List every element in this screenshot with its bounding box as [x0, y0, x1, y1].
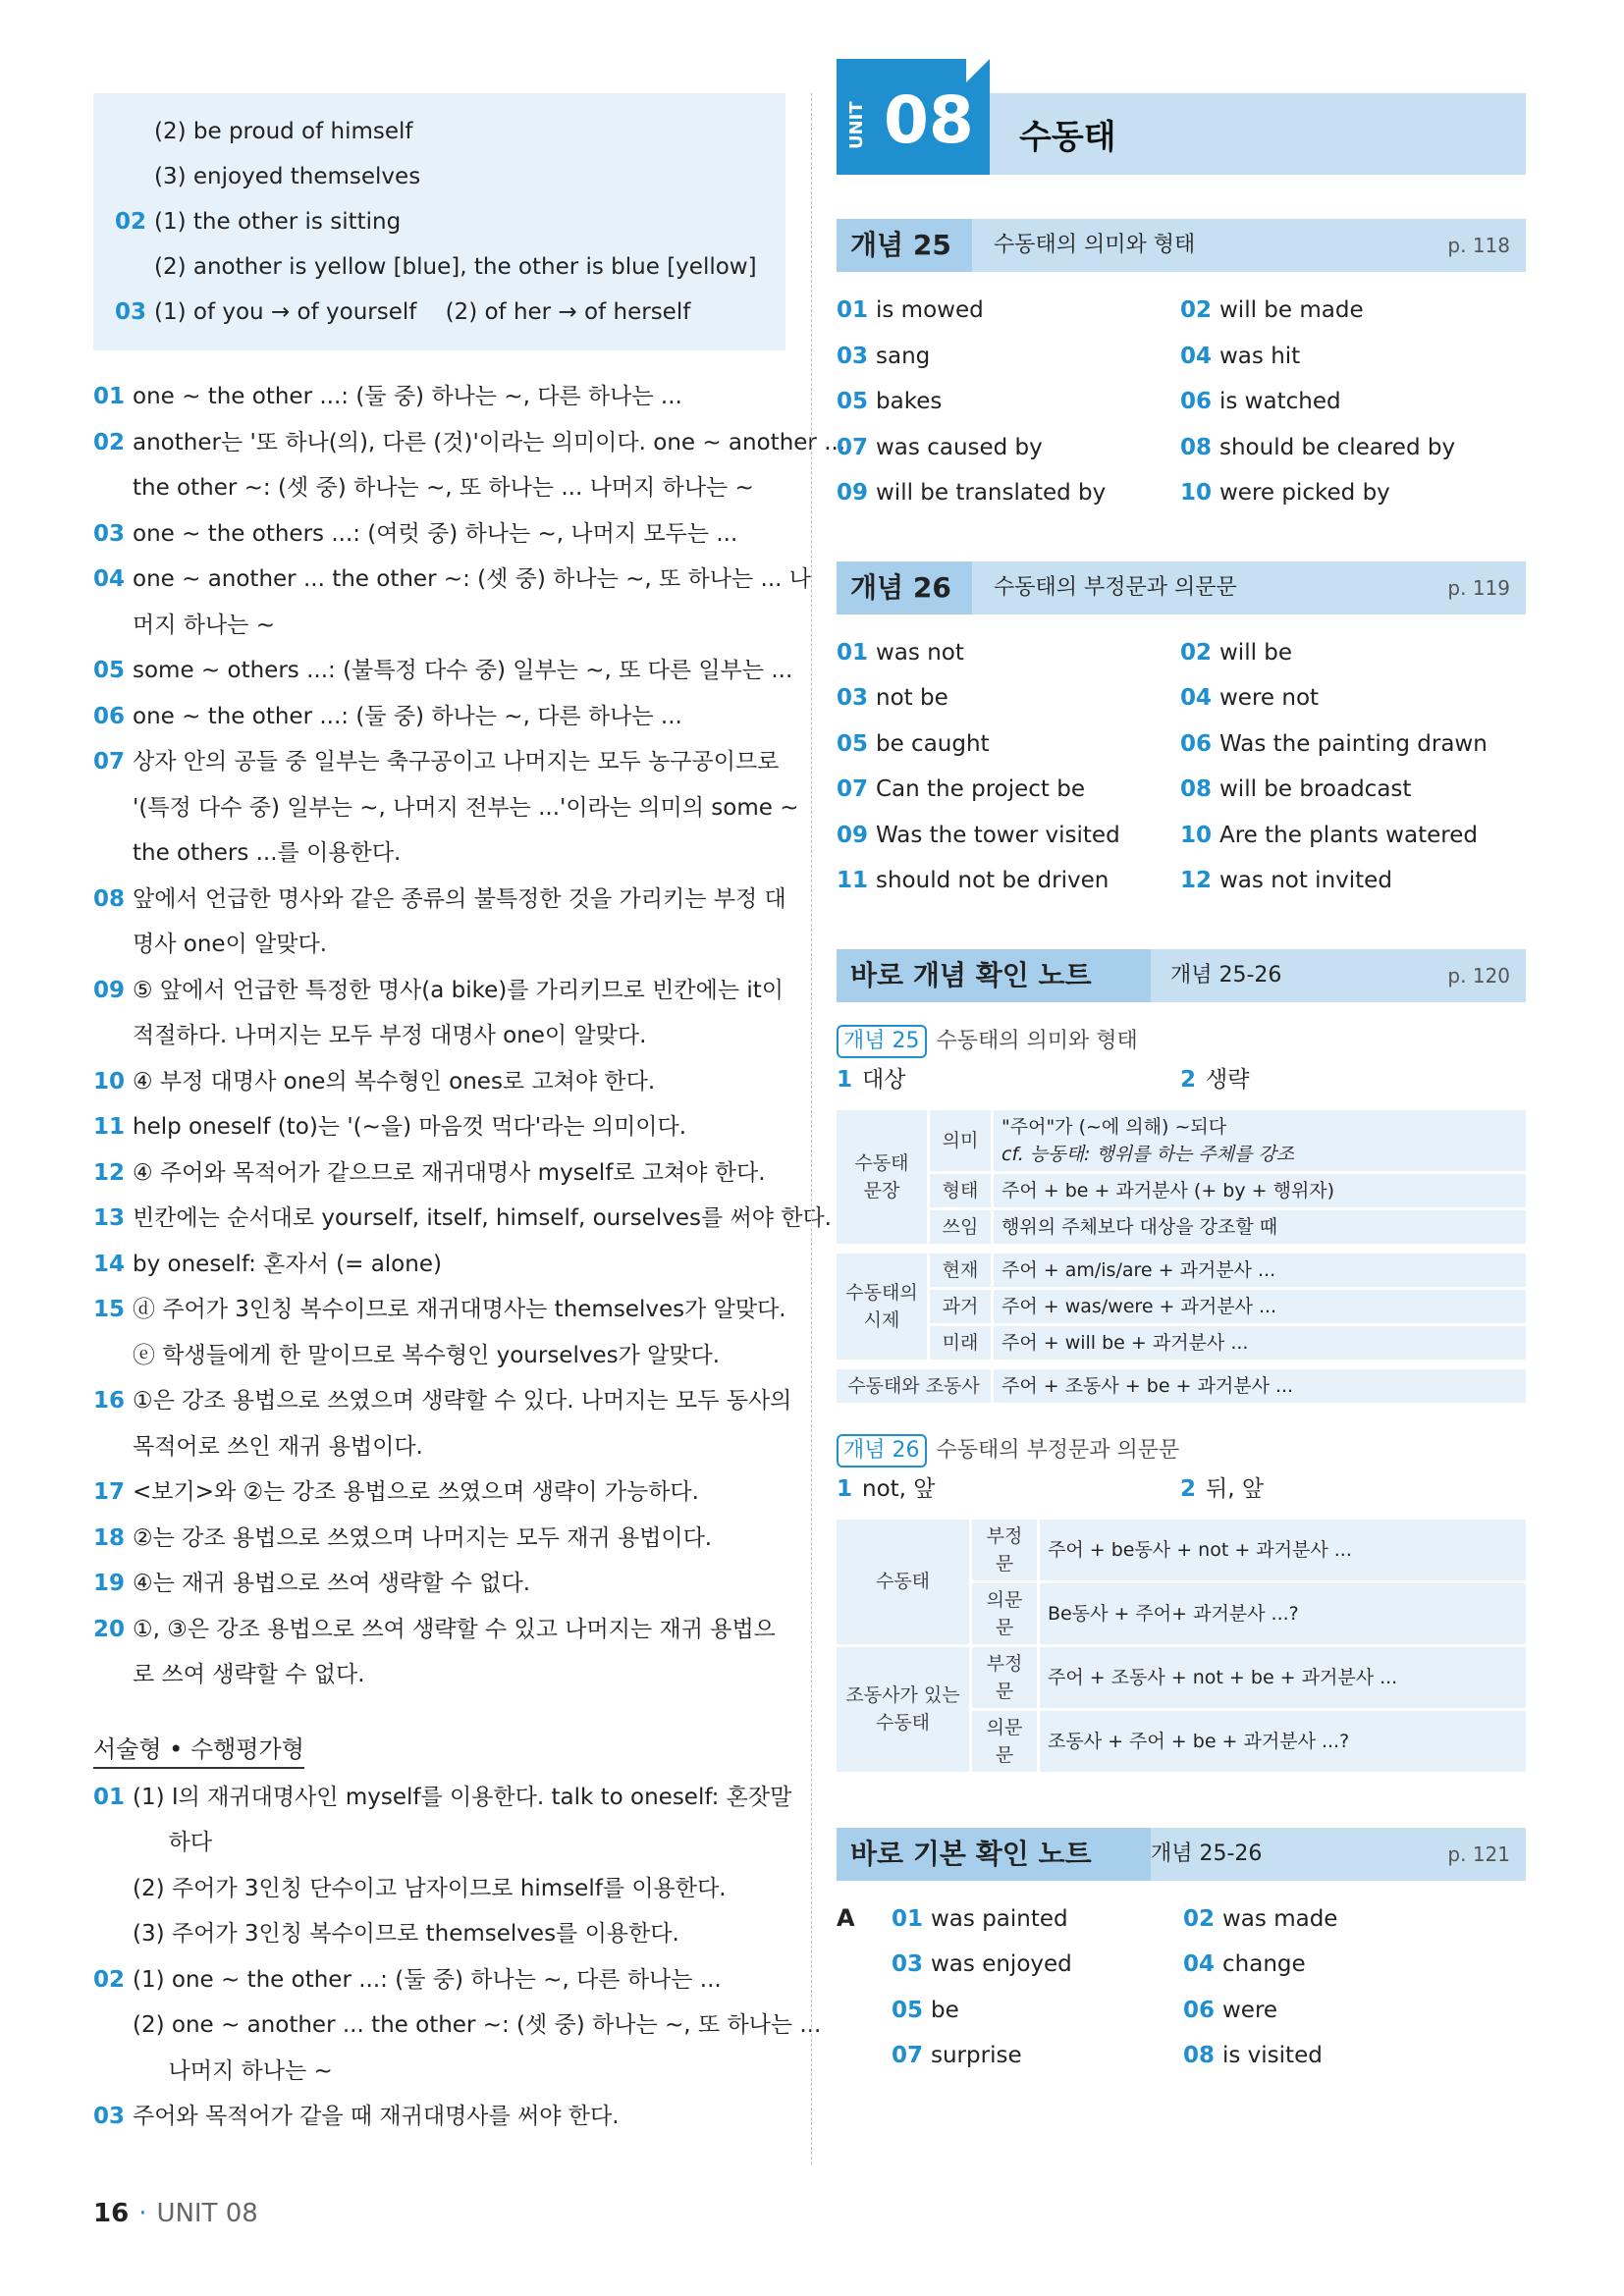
item-number: 2	[1180, 1066, 1197, 1093]
table-row-label: 의미	[930, 1110, 991, 1171]
unit-number: 08	[884, 82, 974, 158]
answer-text: 생략	[1206, 1066, 1250, 1093]
table-group-label: 조동사가 있는 수동태	[837, 1647, 969, 1772]
answer-text: will be made	[1219, 297, 1364, 323]
concept-subtitle: 수동태의 부정문과 의문문	[994, 574, 1237, 600]
item-number: 06	[93, 703, 126, 729]
item-number: 14	[93, 1251, 126, 1277]
previous-answers-box	[93, 93, 785, 350]
page-reference: p. 121	[1447, 1842, 1510, 1866]
item-number: 04	[93, 566, 126, 592]
item-number: 16	[93, 1388, 126, 1414]
column-divider	[811, 93, 812, 2164]
table-row-label: 쓰임	[930, 1210, 991, 1244]
answer-text: was made	[1222, 1905, 1338, 1932]
answer-item	[1180, 288, 1526, 334]
item-number: 01	[837, 297, 869, 323]
left-column	[93, 93, 846, 2140]
table-row-label: 과거	[930, 1290, 991, 1323]
item-number: 08	[1183, 2043, 1216, 2068]
table-row-label: 형태	[930, 1174, 991, 1207]
answer-text: is visited	[1222, 2043, 1323, 2068]
item-number: 09	[93, 977, 126, 1003]
answer-text: change	[1222, 1951, 1306, 1977]
explanation-line: one ~ the other ...: (둘 중) 하나는 ~, 다른 하나는 ...	[133, 703, 682, 729]
item-number: 03	[837, 685, 869, 711]
item-number: 02	[1183, 1905, 1216, 1932]
answer-item	[837, 630, 1180, 676]
explanation-line: ①은 강조 용법으로 쓰였으며 생략할 수 있다. 나머지는 모두 동사의	[133, 1388, 792, 1414]
answer-text: should be cleared by	[1219, 434, 1456, 460]
explanation-line: one ~ another ... the other ~: (셋 중) 하나는 ~, 또 하나는 ... 나	[133, 566, 811, 592]
answer-text: surprise	[931, 2043, 1022, 2068]
concept-label: 바로 기본 확인 노트	[837, 1828, 1151, 1881]
note-answer	[837, 1468, 1180, 1511]
basic-note-header	[837, 1828, 1526, 1881]
table-row-label: 미래	[930, 1326, 991, 1360]
answer-text: will be translated by	[876, 480, 1107, 506]
page-reference: p. 120	[1447, 963, 1510, 988]
section-title: 서술형 • 수행평가형	[93, 1732, 304, 1769]
explanation-item	[93, 1378, 792, 1469]
concept-label: 개념 26	[837, 561, 972, 614]
concept-26-answers	[837, 630, 1526, 904]
explanation-item	[93, 420, 846, 511]
answer-item	[1180, 767, 1526, 813]
explanation-item	[93, 2094, 785, 2140]
explanation-line: ⓔ 학생들에게 한 말이므로 복수형인 yourselves가 알맞다.	[133, 1342, 721, 1368]
item-number: 09	[837, 822, 869, 848]
answer-text: be caught	[876, 730, 990, 757]
explanation-line: 빈칸에는 순서대로 yourself, itself, himself, ourselves를 써야 한다.	[133, 1205, 832, 1231]
answer-item	[1183, 1988, 1526, 2034]
item-number: 18	[93, 1524, 126, 1551]
answer-item	[837, 470, 1180, 516]
answer-item	[1180, 379, 1526, 425]
explanation-line: 상자 안의 공들 중 일부는 축구공이고 나머지는 모두 농구공이므로	[133, 749, 780, 774]
table-cell: 주어 + will be + 과거분사 ...	[994, 1326, 1526, 1360]
basic-note-answers	[837, 1896, 1526, 2079]
answer-text: Was the painting drawn	[1219, 730, 1488, 757]
explanation-line: some ~ others ...: (불특정 다수 중) 일부는 ~, 또 다른 일부는 ...	[133, 658, 793, 683]
item-number: 10	[93, 1068, 126, 1095]
answer-text: 뒤, 앞	[1206, 1475, 1265, 1502]
table-cell	[994, 1110, 1526, 1171]
explanation-line: 로 쓰여 생략할 수 없다.	[133, 1662, 365, 1687]
item-number: 06	[1180, 730, 1213, 757]
explanation-line: (1) I의 재귀대명사인 myself를 이용한다. talk to oneself: 혼잣말	[133, 1784, 792, 1810]
item-number: 12	[1180, 868, 1213, 893]
table-row-label: 부정문	[972, 1647, 1037, 1708]
footer-separator: ·	[138, 2199, 147, 2228]
item-number: 02	[93, 429, 126, 455]
explanation-line: <보기>와 ②는 강조 용법으로 쓰였으며 생략이 가능하다.	[133, 1479, 699, 1505]
answer-item	[837, 288, 1180, 334]
passive-negative-question-table	[834, 1517, 1529, 1775]
answer-item	[837, 334, 1180, 380]
concept-subtitle: 수동태의 의미와 형태	[994, 233, 1196, 257]
item-number: 04	[1183, 1951, 1216, 1977]
item-number: 19	[93, 1571, 126, 1596]
note-25-answers	[837, 1058, 1526, 1101]
explanation-item	[93, 1607, 785, 1698]
section-letter: A	[837, 1903, 855, 1932]
explanation-line: (2) 주어가 3인칭 단수이고 남자이므로 himself를 이용한다.	[133, 1875, 727, 1901]
explanation-item	[93, 1059, 785, 1105]
explanation-line: one ~ the other ...: (둘 중) 하나는 ~, 다른 하나는 ...	[133, 384, 682, 409]
answer-text: is mowed	[876, 297, 984, 323]
answer-item	[837, 858, 1180, 904]
answer-item	[1180, 425, 1526, 471]
explanation-line: 목적어로 쓰인 재귀 용법이다.	[133, 1433, 423, 1460]
item-number: 2	[1180, 1475, 1197, 1502]
answer-text: was enjoyed	[931, 1951, 1072, 1977]
answer-text: was caused by	[876, 434, 1043, 460]
explanation-line: ④ 주어와 목적어가 같으므로 재귀대명사 myself로 고쳐야 한다.	[133, 1159, 766, 1186]
table-cell: 주어 + 조동사 + be + 과거분사 ...	[994, 1369, 1526, 1403]
item-number: 17	[93, 1479, 126, 1505]
explanation-line: ①, ③은 강조 용법으로 쓰여 생략할 수 있고 나머지는 재귀 용법으	[133, 1616, 776, 1642]
answer-item	[892, 1988, 1183, 2034]
item-number: 15	[93, 1297, 126, 1322]
explanation-item	[93, 877, 785, 968]
explanation-line: (1) one ~ the other ...: (둘 중) 하나는 ~, 다른 하나는 ...	[133, 1966, 722, 1993]
explanation-item	[93, 968, 785, 1059]
answer-text: will be	[1219, 639, 1293, 666]
item-number: 05	[837, 730, 869, 757]
answer-text: Can the project be	[876, 776, 1085, 802]
item-number: 08	[1180, 434, 1213, 460]
item-number: 01	[892, 1905, 924, 1932]
item-number: 03	[892, 1951, 924, 1977]
concept-25-answers	[837, 288, 1526, 516]
explanation-item	[93, 694, 785, 740]
explanation-line: the others ...를 이용한다.	[133, 840, 402, 866]
page-footer	[93, 2199, 258, 2228]
answer-text: not, 앞	[862, 1475, 936, 1502]
unit-header	[837, 59, 1526, 175]
answer-text: sang	[876, 343, 931, 369]
answer-item	[1183, 1896, 1526, 1943]
answer-item	[837, 813, 1180, 859]
table-cell: 주어 + be동사 + not + 과거분사 ...	[1040, 1520, 1526, 1580]
item-number: 13	[93, 1205, 126, 1231]
answer-text: will be broadcast	[1219, 776, 1412, 802]
note-answer	[1180, 1058, 1526, 1101]
explanation-item	[93, 739, 799, 877]
item-number: 04	[1180, 343, 1213, 369]
item-number: 03	[837, 343, 869, 369]
answer-item	[892, 1942, 1183, 1988]
explanation-item	[93, 557, 811, 648]
explanation-list	[93, 374, 846, 1698]
explanation-item	[93, 1957, 822, 2095]
answer-text: were not	[1219, 685, 1320, 711]
table-cell: 주어 + 조동사 + not + be + 과거분사 ...	[1040, 1647, 1526, 1708]
answer-text: was painted	[931, 1905, 1068, 1932]
explanation-item	[93, 1104, 785, 1150]
table-row-label: 현재	[930, 1254, 991, 1287]
unit-tab-fold	[966, 59, 990, 82]
table-cell: 행위의 주체보다 대상을 강조할 때	[994, 1210, 1526, 1244]
explanation-item	[93, 1775, 792, 1957]
explanation-line: the other ~: (셋 중) 하나는 ~, 또 하나는 ... 나머지 하나는 ~	[133, 475, 754, 501]
table-group-label: 수동태 문장	[837, 1110, 927, 1244]
explanation-line: 앞에서 언급한 명사와 같은 종류의 불특정한 것을 가리키는 부정 대	[133, 885, 786, 912]
answer-item	[837, 425, 1180, 471]
table-row-label: 의문문	[972, 1711, 1037, 1772]
answer-text: bakes	[876, 389, 943, 414]
explanation-line: ⑤ 앞에서 언급한 특정한 명사(a bike)를 가리키므로 빈칸에는 it이	[133, 977, 784, 1003]
item-number: 07	[93, 749, 126, 774]
table-cell-line: cf. 능동태: 행위를 하는 주체를 강조	[1001, 1143, 1295, 1165]
answer-text: was not	[876, 639, 964, 666]
prev-line	[115, 290, 785, 335]
item-number: 05	[93, 658, 126, 683]
explanation-line: one ~ the others ...: (여럿 중) 하나는 ~, 나머지 모두는 ...	[133, 520, 738, 547]
item-number: 20	[93, 1616, 126, 1642]
explanation-line: 나머지 하나는 ~	[133, 2057, 333, 2084]
answer-item	[837, 767, 1180, 813]
concept-subtitle: 개념 25-26	[1170, 962, 1282, 988]
explanation-line: ④ 부정 대명사 one의 복수형인 ones로 고쳐야 한다.	[133, 1068, 656, 1095]
answer-item	[1180, 630, 1526, 676]
prev-line: (3) enjoyed themselves	[154, 164, 421, 189]
page-number: 16	[93, 2199, 130, 2228]
item-number: 06	[1183, 1997, 1216, 2023]
note-26-head	[837, 1433, 1526, 1468]
item-number: 12	[93, 1159, 126, 1186]
basic-answers-grid	[892, 1896, 1526, 2079]
concept-25-header	[837, 219, 1526, 272]
explanation-line: another는 '또 하나(의), 다른 (것)'이라는 의미이다. one ~ another ...	[133, 429, 846, 455]
table-cell: 조동사 + 주어 + be + 과거분사 ...?	[1040, 1711, 1526, 1772]
answer-text: were	[1222, 1997, 1278, 2023]
answer-item	[892, 1896, 1183, 1943]
item-number: 07	[892, 2043, 924, 2068]
explanation-line: 머지 하나는 ~	[133, 612, 275, 638]
item-number: 10	[1180, 480, 1213, 506]
item-number: 03	[93, 520, 126, 547]
item-number: 11	[837, 868, 869, 893]
item-number: 09	[837, 480, 869, 506]
note-title: 수동태의 부정문과 의문문	[936, 1437, 1180, 1463]
explanation-item	[93, 1516, 785, 1562]
answer-item	[1180, 813, 1526, 859]
explanation-line: (2) one ~ another ... the other ~: (셋 중) 하나는 ~, 또 하나는 ...	[133, 2012, 822, 2038]
explanation-line: ⓓ 주어가 3인칭 복수이므로 재귀대명사는 themselves가 알맞다.	[133, 1297, 786, 1322]
answer-item	[892, 2033, 1183, 2079]
item-number: 02	[115, 209, 147, 235]
item-number: 1	[837, 1475, 853, 1502]
answer-text: not be	[876, 685, 948, 711]
answer-item	[1180, 721, 1526, 768]
table-cell: Be동사 + 주어+ 과거분사 ...?	[1040, 1583, 1526, 1644]
explanation-line: ④는 재귀 용법으로 쓰여 생략할 수 없다.	[133, 1571, 531, 1596]
note-title: 수동태의 의미와 형태	[936, 1028, 1138, 1053]
item-number: 1	[837, 1066, 853, 1093]
explanation-line: help oneself (to)는 '(~을) 마음껏 먹다'라는 의미이다.	[133, 1114, 687, 1140]
unit-title: 수동태	[1019, 118, 1116, 157]
item-number: 06	[1180, 389, 1213, 414]
answer-item	[1180, 675, 1526, 721]
item-number: 01	[93, 384, 126, 409]
explanation-item	[93, 1196, 832, 1242]
answer-text: should not be driven	[876, 868, 1110, 893]
explanation-item	[93, 1287, 785, 1378]
answer-item	[1183, 1942, 1526, 1988]
answer-text: be	[931, 1997, 959, 2023]
explanation-line: (3) 주어가 3인칭 복수이므로 themselves를 이용한다.	[133, 1921, 679, 1947]
explanation-line: 하다	[133, 1830, 212, 1855]
table-cell-line: "주어"가 (~에 의해) ~되다	[1001, 1115, 1227, 1138]
item-number: 03	[93, 2104, 126, 2129]
table-group-label: 수동태의 시제	[837, 1254, 927, 1360]
item-number: 03	[115, 299, 147, 325]
answer-text: Was the tower visited	[876, 822, 1120, 848]
answer-item	[1183, 2033, 1526, 2079]
explanation-item	[93, 374, 785, 420]
item-number: 02	[1180, 297, 1213, 323]
passive-form-table	[834, 1107, 1529, 1406]
unit-word: UNIT	[846, 101, 867, 149]
item-number: 07	[837, 776, 869, 802]
explanation-item	[93, 1469, 785, 1516]
concept-label: 개념 25	[837, 219, 972, 272]
answer-text: were picked by	[1219, 480, 1390, 506]
prev-line	[115, 199, 785, 244]
item-number: 01	[837, 639, 869, 666]
concept-subtitle: 개념 25-26	[1151, 1841, 1263, 1866]
explanation-item	[93, 1242, 785, 1288]
item-number: 07	[837, 434, 869, 460]
answer-item	[1180, 858, 1526, 904]
table-group-label: 수동태와 조동사	[837, 1369, 991, 1403]
concept-tag: 개념 26	[837, 1434, 927, 1468]
explanation-line: '(특정 다수 중) 일부는 ~, 나머지 전부는 ...'이라는 의미의 some ~	[133, 794, 799, 821]
item-number: 08	[93, 885, 126, 912]
item-number: 02	[93, 1966, 126, 1993]
concept-label: 바로 개념 확인 노트	[837, 949, 1151, 1002]
item-number: 04	[1180, 685, 1213, 711]
item-number: 08	[1180, 776, 1213, 802]
answer-item	[837, 675, 1180, 721]
prev-line: (2) another is yellow [blue], the other is blue [yellow]	[154, 254, 757, 280]
answer-item	[1180, 334, 1526, 380]
explanation-line: 적절하다. 나머지는 모두 부정 대명사 one이 알맞다.	[133, 1023, 647, 1048]
explanation-line: 주어와 목적어가 같을 때 재귀대명사를 써야 한다.	[133, 2104, 620, 2129]
item-number: 02	[1180, 639, 1213, 666]
answer-text: is watched	[1219, 389, 1341, 414]
item-number: 05	[892, 1997, 924, 2023]
answer-text: 대상	[862, 1066, 906, 1093]
table-row-label: 의문문	[972, 1583, 1037, 1644]
prev-text: (1) of you → of yourself (2) of her → of herself	[154, 299, 691, 325]
right-column	[837, 59, 1526, 2079]
explanation-item	[93, 511, 785, 558]
essay-explanation-list	[93, 1775, 822, 2140]
concept-tag: 개념 25	[837, 1025, 927, 1058]
prev-line: (2) be proud of himself	[154, 119, 413, 144]
note-answer	[837, 1058, 1180, 1101]
item-number: 05	[837, 389, 869, 414]
answer-item	[837, 379, 1180, 425]
item-number: 10	[1180, 822, 1213, 848]
answer-item	[1180, 470, 1526, 516]
table-cell: 주어 + be + 과거분사 (+ by + 행위자)	[994, 1174, 1526, 1207]
table-cell: 주어 + was/were + 과거분사 ...	[994, 1290, 1526, 1323]
concept-note-header	[837, 949, 1526, 1002]
explanation-line: by oneself: 혼자서 (= alone)	[133, 1251, 442, 1277]
explanation-item	[93, 1150, 785, 1197]
answer-text: was not invited	[1219, 868, 1392, 893]
explanation-item	[93, 648, 793, 694]
footer-unit: UNIT 08	[156, 2199, 258, 2228]
explanation-item	[93, 1561, 785, 1607]
page-reference: p. 119	[1447, 575, 1510, 600]
explanation-line: ②는 강조 용법으로 쓰였으며 나머지는 모두 재귀 용법이다.	[133, 1524, 713, 1551]
item-number: 11	[93, 1114, 126, 1140]
note-26-answers	[837, 1468, 1526, 1511]
item-number: 01	[93, 1784, 126, 1810]
table-group-label: 수동태	[837, 1520, 969, 1644]
answer-text: Are the plants watered	[1219, 822, 1478, 848]
answer-text: was hit	[1219, 343, 1301, 369]
note-25-head	[837, 1024, 1526, 1058]
table-row-label: 부정문	[972, 1520, 1037, 1580]
page-reference: p. 118	[1447, 234, 1510, 257]
concept-26-header	[837, 561, 1526, 614]
explanation-line: 명사 one이 알맞다.	[133, 932, 328, 957]
table-cell: 주어 + am/is/are + 과거분사 ...	[994, 1254, 1526, 1287]
prev-text: (1) the other is sitting	[154, 209, 402, 235]
answer-item	[837, 721, 1180, 768]
note-answer	[1180, 1468, 1526, 1511]
